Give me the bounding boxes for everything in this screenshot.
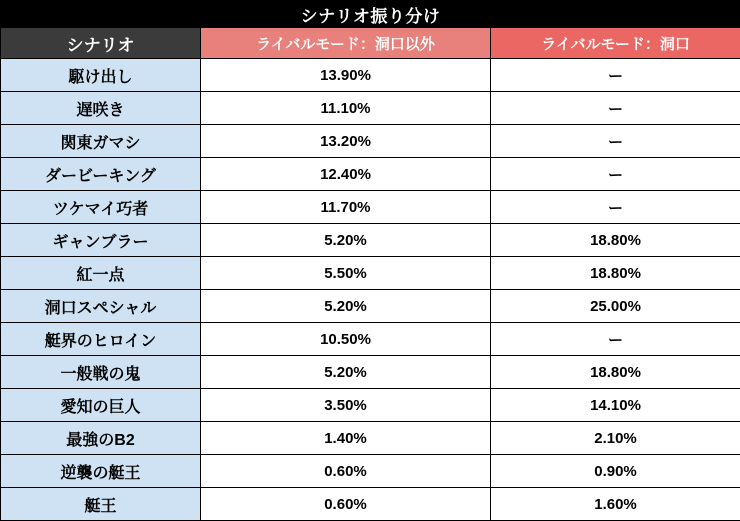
rival-horaguchi-value: 18.80% xyxy=(491,224,740,257)
scenario-name: 紅一点 xyxy=(1,257,201,290)
rival-horaguchi-value: 0.90% xyxy=(491,455,740,488)
scenario-name: 艇界のヒロイン xyxy=(1,323,201,356)
scenario-name: 関東ガマシ xyxy=(1,125,201,158)
title-row xyxy=(1,1,740,28)
table-row xyxy=(1,257,740,290)
rival-other-value: 5.20% xyxy=(201,290,491,323)
rival-horaguchi-value: 18.80% xyxy=(491,257,740,290)
table-row xyxy=(1,323,740,356)
table-row xyxy=(1,488,740,521)
table-row xyxy=(1,356,740,389)
table-row xyxy=(1,59,740,92)
scenario-name: 遅咲き xyxy=(1,92,201,125)
rival-other-value: 12.40% xyxy=(201,158,491,191)
page-title: シナリオ振り分け xyxy=(1,1,740,28)
rival-horaguchi-value: ー xyxy=(491,59,740,92)
column-header-scenario: シナリオ xyxy=(1,28,201,59)
scenario-name: 駆け出し xyxy=(1,59,201,92)
rival-other-value: 11.70% xyxy=(201,191,491,224)
rival-other-value: 3.50% xyxy=(201,389,491,422)
scenario-name: ギャンブラー xyxy=(1,224,201,257)
scenario-name: ダービーキング xyxy=(1,158,201,191)
scenario-name: 艇王 xyxy=(1,488,201,521)
scenario-name: 逆襲の艇王 xyxy=(1,455,201,488)
rival-horaguchi-value: 25.00% xyxy=(491,290,740,323)
table-body xyxy=(1,1,740,521)
table-row xyxy=(1,455,740,488)
scenario-name: ツケマイ巧者 xyxy=(1,191,201,224)
rival-other-value: 13.20% xyxy=(201,125,491,158)
column-header-rival-other: ライバルモード：洞口以外 xyxy=(201,28,491,59)
scenario-name: 一般戦の鬼 xyxy=(1,356,201,389)
rival-other-value: 0.60% xyxy=(201,488,491,521)
table-row xyxy=(1,290,740,323)
scenario-name: 最強のB2 xyxy=(1,422,201,455)
rival-other-value: 5.20% xyxy=(201,356,491,389)
table-row xyxy=(1,191,740,224)
rival-other-value: 5.20% xyxy=(201,224,491,257)
rival-other-value: 5.50% xyxy=(201,257,491,290)
rival-other-value: 1.40% xyxy=(201,422,491,455)
table-row xyxy=(1,158,740,191)
table-row xyxy=(1,224,740,257)
header-row xyxy=(1,28,740,59)
scenario-name: 愛知の巨人 xyxy=(1,389,201,422)
rival-horaguchi-value: ー xyxy=(491,92,740,125)
table-row xyxy=(1,92,740,125)
rival-horaguchi-value: 1.60% xyxy=(491,488,740,521)
rival-other-value: 0.60% xyxy=(201,455,491,488)
table-row xyxy=(1,389,740,422)
rival-horaguchi-value: 2.10% xyxy=(491,422,740,455)
rival-horaguchi-value: 14.10% xyxy=(491,389,740,422)
rival-other-value: 11.10% xyxy=(201,92,491,125)
rival-other-value: 10.50% xyxy=(201,323,491,356)
table-row xyxy=(1,422,740,455)
rival-horaguchi-value: ー xyxy=(491,323,740,356)
rival-other-value: 13.90% xyxy=(201,59,491,92)
rival-horaguchi-value: 18.80% xyxy=(491,356,740,389)
rival-horaguchi-value: ー xyxy=(491,191,740,224)
rival-horaguchi-value: ー xyxy=(491,158,740,191)
column-header-rival-horaguchi: ライバルモード：洞口 xyxy=(491,28,740,59)
scenario-name: 洞口スペシャル xyxy=(1,290,201,323)
rival-horaguchi-value: ー xyxy=(491,125,740,158)
table-row xyxy=(1,125,740,158)
